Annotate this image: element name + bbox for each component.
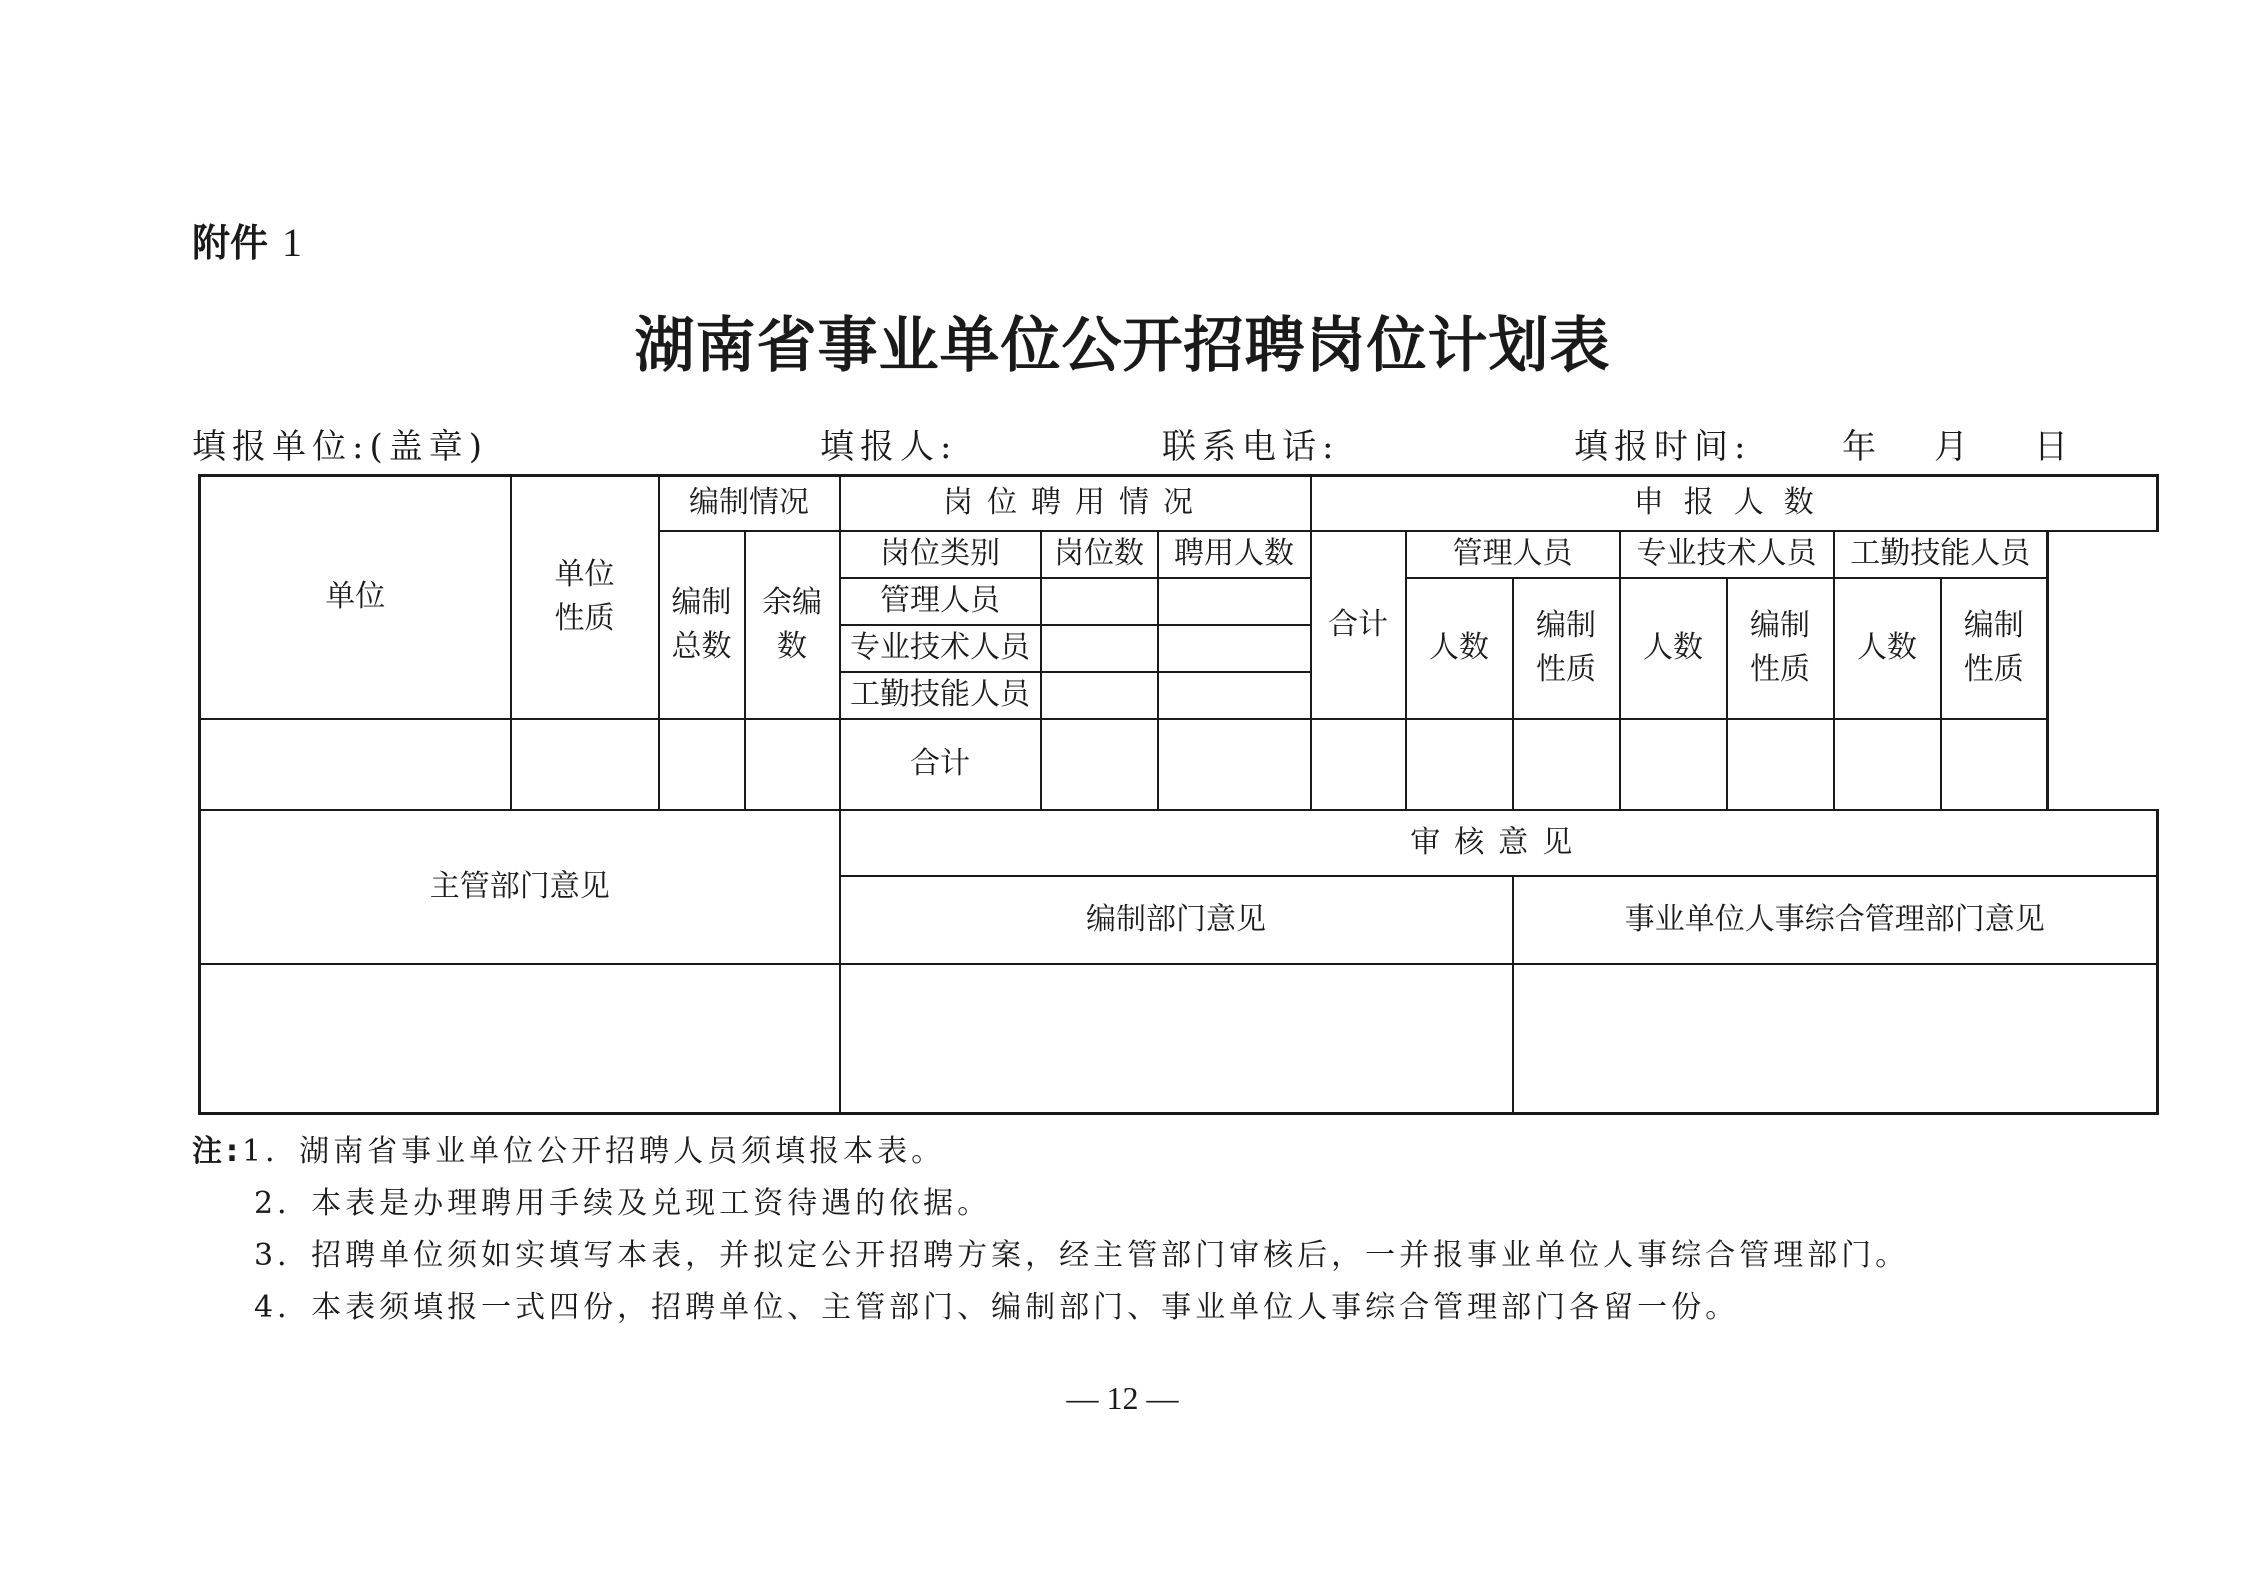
staffing-dept-opinion-field[interactable] <box>840 964 1513 1114</box>
header-staffing-remaining <box>745 531 840 719</box>
fill-time: 填报时间: <box>1574 427 1752 467</box>
apply-management-people: 人数 <box>1406 578 1513 719</box>
header-hired-count: 聘用人数 <box>1158 531 1311 578</box>
header-post-count: 岗位数 <box>1041 531 1158 578</box>
apply-technical-nature-text: 编制性质 <box>1750 608 1811 687</box>
apply-management-nature-text: 编制性质 <box>1536 608 1597 687</box>
input-worker-nature[interactable] <box>1941 719 2048 810</box>
header-group-management: 管理人员 <box>1406 531 1620 578</box>
header-unit-nature <box>511 476 659 719</box>
note-item-2 <box>192 1178 1909 1230</box>
input-management-nature[interactable] <box>1513 719 1620 810</box>
dept-opinion-field[interactable] <box>200 964 840 1114</box>
page-number: — 12 — <box>1066 1380 1179 1416</box>
input-staffing-total[interactable] <box>659 719 745 810</box>
header-staffing-remaining-text: 余编数 <box>762 584 822 664</box>
dept-opinion-label: 主管部门意见 <box>200 810 840 964</box>
input-hired-total[interactable] <box>1158 719 1311 810</box>
post-count-worker <box>1041 672 1158 719</box>
hr-dept-opinion-field[interactable] <box>1513 964 2158 1114</box>
note-item-4 <box>192 1282 1909 1334</box>
input-technical-people[interactable] <box>1620 719 1727 810</box>
staffing-dept-opinion-label: 编制部门意见 <box>840 876 1513 964</box>
post-row-worker: 工勤技能人员 <box>840 672 1041 719</box>
header-apply-total: 合计 <box>1311 531 1406 719</box>
fill-unit: 填报单位:(盖章) <box>192 427 488 467</box>
document-title: 湖南省事业单位公开招聘岗位计划表 <box>634 311 1611 381</box>
note-item-3 <box>192 1230 1909 1282</box>
attachment-label <box>192 212 302 267</box>
apply-technical-nature <box>1727 578 1834 719</box>
header-staffing-total-text: 编制总数 <box>671 584 732 664</box>
input-unit-nature[interactable] <box>511 719 659 810</box>
input-unit[interactable] <box>200 719 511 810</box>
attachment-text: 附件 <box>192 221 269 265</box>
note-text-2: 2．本表是办理聘用手续及兑现工资待遇的依据。 <box>254 1186 992 1221</box>
fill-month: 月 <box>1934 427 1974 467</box>
header-group-worker: 工勤技能人员 <box>1834 531 2048 578</box>
post-count-technical <box>1041 625 1158 672</box>
notes-section <box>192 1126 1909 1334</box>
post-row-technical: 专业技术人员 <box>840 625 1041 672</box>
note-text-1: 1．湖南省事业单位公开招聘人员须填报本表。 <box>242 1134 946 1169</box>
note-item-1 <box>192 1126 1909 1178</box>
note-text-3: 3．招聘单位须如实填写本表，并拟定公开招聘方案，经主管部门审核后，一并报事业单位人事综合管理部门。 <box>254 1238 1910 1273</box>
apply-technical-people: 人数 <box>1620 578 1727 719</box>
header-post-category: 岗位类别 <box>840 531 1041 578</box>
fill-day: 日 <box>2034 427 2074 467</box>
recruitment-plan-table <box>198 474 2159 1115</box>
attachment-number: 1 <box>282 220 303 265</box>
notes-label: 注: <box>192 1134 242 1169</box>
header-post-hiring: 岗位聘用情况 <box>840 476 1311 531</box>
apply-worker-nature <box>1941 578 2048 719</box>
header-unit-nature-text: 单位性质 <box>554 557 615 637</box>
note-text-4: 4．本表须填报一式四份，招聘单位、主管部门、编制部门、事业单位人事综合管理部门各留一份。 <box>254 1290 1740 1325</box>
input-worker-people[interactable] <box>1834 719 1941 810</box>
post-total-label: 合计 <box>840 719 1041 810</box>
input-staffing-remaining[interactable] <box>745 719 840 810</box>
header-unit: 单位 <box>200 476 511 719</box>
hired-count-management <box>1158 578 1311 625</box>
fill-phone: 联系电话: <box>1162 427 1340 467</box>
input-technical-nature[interactable] <box>1727 719 1834 810</box>
post-row-management: 管理人员 <box>840 578 1041 625</box>
post-count-management <box>1041 578 1158 625</box>
hired-count-technical <box>1158 625 1311 672</box>
input-post-total[interactable] <box>1041 719 1158 810</box>
apply-management-nature <box>1513 578 1620 719</box>
hired-count-worker <box>1158 672 1311 719</box>
fill-year: 年 <box>1842 427 1882 467</box>
header-staffing-total <box>659 531 745 719</box>
header-apply-count: 申报人数 <box>1311 476 2158 531</box>
apply-worker-people: 人数 <box>1834 578 1941 719</box>
header-staffing: 编制情况 <box>659 476 840 531</box>
apply-worker-nature-text: 编制性质 <box>1963 608 2024 687</box>
hr-dept-opinion-label: 事业单位人事综合管理部门意见 <box>1513 876 2158 964</box>
fill-reporter: 填报人: <box>820 427 958 467</box>
input-management-people[interactable] <box>1406 719 1513 810</box>
review-opinion-header: 审核意见 <box>840 810 2158 876</box>
header-group-technical: 专业技术人员 <box>1620 531 1834 578</box>
input-apply-total[interactable] <box>1311 719 1406 810</box>
